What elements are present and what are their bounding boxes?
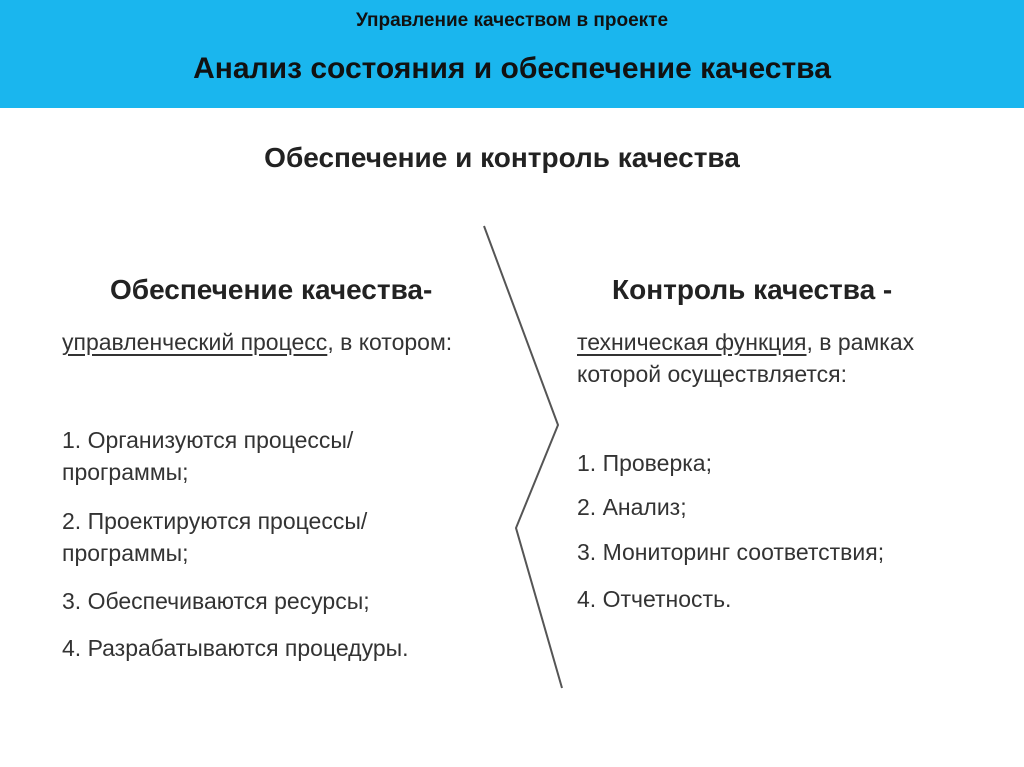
right-intro-line2: которой осуществляется: bbox=[577, 361, 847, 387]
main-heading: Обеспечение и контроль качества bbox=[264, 142, 740, 173]
left-intro bbox=[62, 326, 452, 358]
left-intro-underlined: управленческий процесс bbox=[62, 329, 328, 355]
right-item-3: 3. Мониторинг соответствия; bbox=[577, 539, 885, 565]
left-item-1a: 1. Организуются процессы/ bbox=[62, 427, 354, 453]
right-intro bbox=[577, 326, 914, 358]
right-item-4: 4. Отчетность. bbox=[577, 586, 732, 612]
right-item-2: 2. Анализ; bbox=[577, 494, 687, 520]
header-title: Анализ состояния и обеспечение качества bbox=[193, 52, 831, 85]
left-item-4: 4. Разрабатываются процедуры. bbox=[62, 635, 409, 661]
left-column-heading: Обеспечение качества- bbox=[110, 274, 433, 305]
right-item-1: 1. Проверка; bbox=[577, 450, 712, 476]
left-item-1b: программы; bbox=[62, 459, 189, 485]
left-intro-rest: , в котором: bbox=[327, 329, 453, 355]
left-item-3: 3. Обеспечиваются ресурсы; bbox=[62, 588, 370, 614]
right-intro-rest: , в рамках bbox=[806, 329, 915, 355]
right-column-heading: Контроль качества - bbox=[612, 274, 893, 305]
header-subtitle: Управление качеством в проекте bbox=[355, 10, 669, 31]
left-item-2a: 2. Проектируются процессы/ bbox=[62, 508, 368, 534]
right-intro-underlined: техническая функция bbox=[577, 329, 807, 355]
left-item-2b: программы; bbox=[62, 540, 189, 566]
